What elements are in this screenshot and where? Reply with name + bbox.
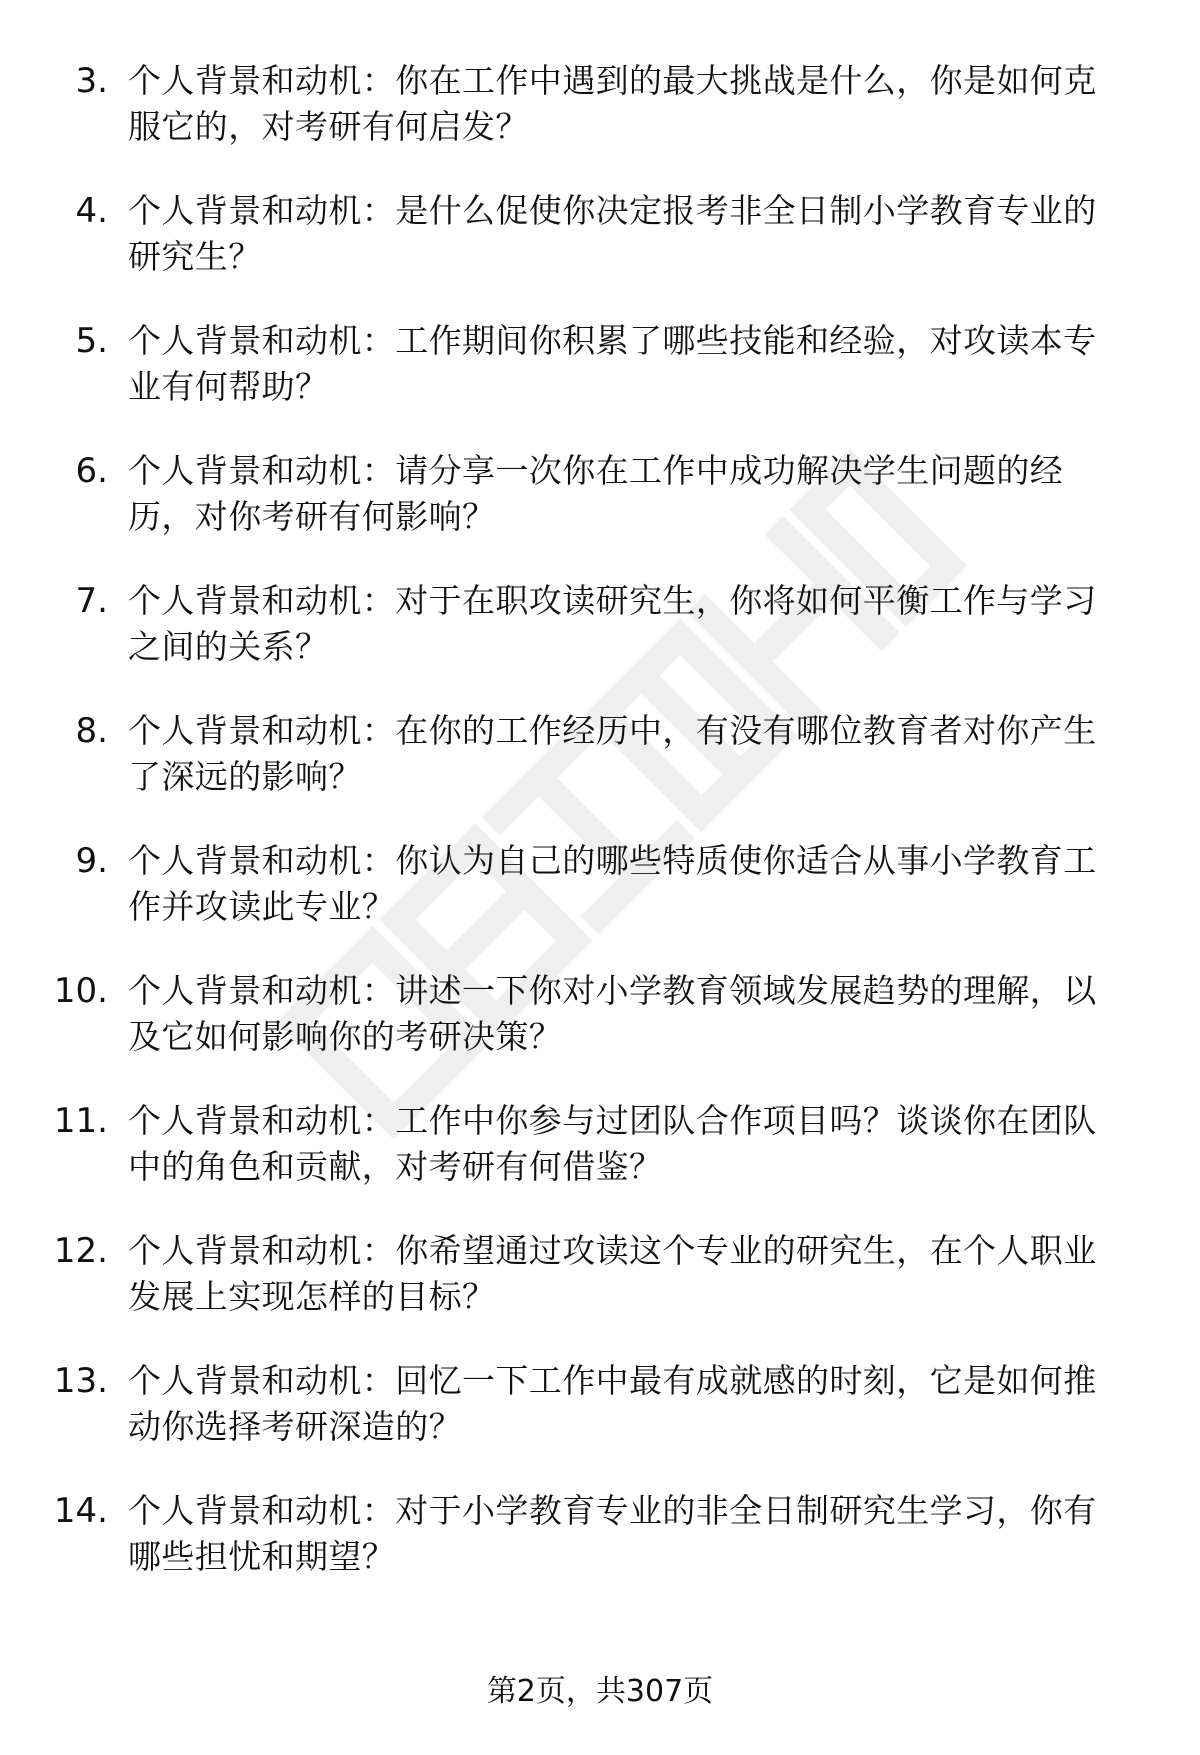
list-item [0, 968, 1200, 1094]
list-item [0, 1488, 1200, 1614]
list-item [0, 1228, 1200, 1354]
question-text: 个人背景和动机：工作中你参与过团队合作项目吗？谈谈你在团队中的角色和贡献，对考研有何借鉴？ [128, 1101, 1097, 1186]
question-number: 11. [53, 1101, 108, 1141]
question-number: 9. [75, 841, 108, 881]
question-number: 8. [75, 711, 108, 751]
question-text: 个人背景和动机：是什么促使你决定报考非全日制小学教育专业的研究生？ [128, 191, 1097, 276]
question-list [0, 58, 1200, 1618]
question-number: 7. [75, 581, 108, 621]
question-number: 12. [53, 1231, 108, 1271]
list-item [0, 448, 1200, 574]
question-number: 13. [53, 1361, 108, 1401]
question-text: 个人背景和动机：工作期间你积累了哪些技能和经验，对攻读本专业有何帮助？ [128, 321, 1097, 406]
question-text: 个人背景和动机：你希望通过攻读这个专业的研究生，在个人职业发展上实现怎样的目标？ [128, 1231, 1097, 1316]
question-text: 个人背景和动机：你在工作中遇到的最大挑战是什么，你是如何克服它的，对考研有何启发？ [128, 61, 1097, 146]
question-number: 4. [75, 191, 108, 231]
page-indicator: 第2页，共307页 [486, 1674, 714, 1709]
list-item [0, 838, 1200, 964]
question-number: 10. [53, 971, 108, 1011]
question-text: 个人背景和动机：对于小学教育专业的非全日制研究生学习，你有哪些担忧和期望？ [128, 1491, 1097, 1576]
list-item [0, 1358, 1200, 1484]
list-item [0, 708, 1200, 834]
list-item [0, 318, 1200, 444]
list-item [0, 58, 1200, 184]
question-text: 个人背景和动机：在你的工作经历中，有没有哪位教育者对你产生了深远的影响？ [128, 711, 1097, 796]
question-text: 个人背景和动机：回忆一下工作中最有成就感的时刻，它是如何推动你选择考研深造的？ [128, 1361, 1097, 1446]
question-text: 个人背景和动机：请分享一次你在工作中成功解决学生问题的经历，对你考研有何影响？ [128, 451, 1064, 536]
list-item [0, 188, 1200, 314]
question-number: 3. [75, 61, 108, 101]
question-number: 5. [75, 321, 108, 361]
list-item [0, 578, 1200, 704]
list-item [0, 1098, 1200, 1224]
question-number: 6. [75, 451, 108, 491]
question-text: 个人背景和动机：你认为自己的哪些特质使你适合从事小学教育工作并攻读此专业？ [128, 841, 1097, 926]
question-text: 个人背景和动机：对于在职攻读研究生，你将如何平衡工作与学习之间的关系？ [128, 581, 1097, 666]
question-number: 14. [53, 1491, 108, 1531]
question-text: 个人背景和动机：讲述一下你对小学教育领域发展趋势的理解，以及它如何影响你的考研决策？ [128, 971, 1097, 1056]
